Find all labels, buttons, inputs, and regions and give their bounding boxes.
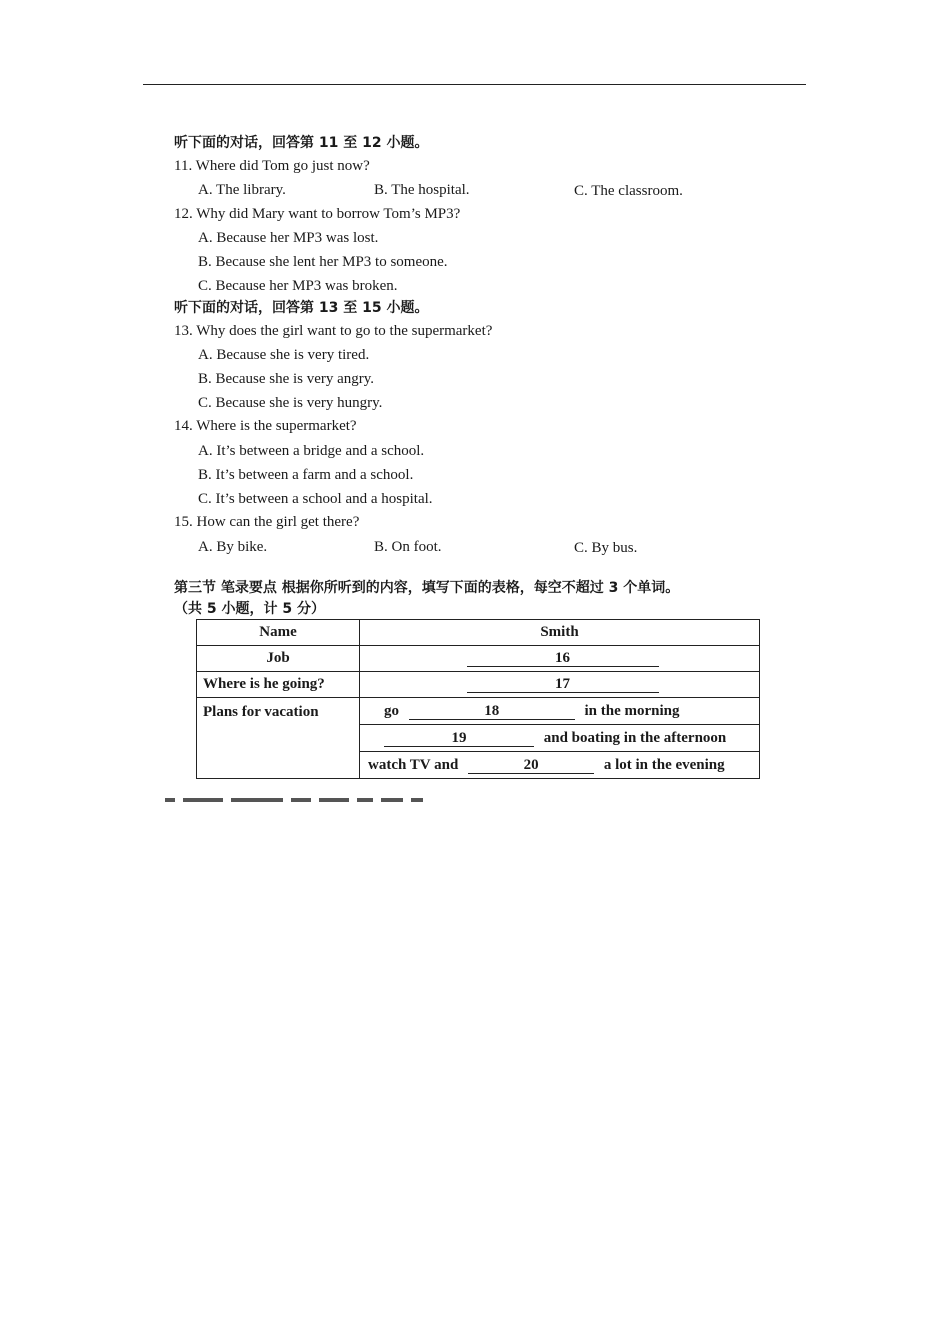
- q11-option-b: B. The hospital.: [374, 182, 470, 198]
- plans-label: Plans for vacation: [197, 698, 360, 779]
- plan-1-pre: go: [384, 702, 399, 719]
- name-value: Smith: [360, 620, 760, 646]
- blank-18[interactable]: 18: [409, 703, 575, 720]
- q11-option-c: C. The classroom.: [574, 183, 683, 199]
- q12-option-a: A. Because her MP3 was lost.: [198, 230, 379, 246]
- going-label: Where is he going?: [197, 672, 360, 698]
- note-taking-table: [196, 619, 760, 779]
- q15-option-c: C. By bus.: [574, 540, 638, 556]
- question-11: 11. Where did Tom go just now?: [174, 158, 370, 174]
- plan-3-cell: [360, 752, 760, 779]
- q13-option-a: A. Because she is very tired.: [198, 347, 370, 363]
- job-label: Job: [197, 646, 360, 672]
- blank-17[interactable]: 17: [467, 676, 659, 693]
- q14-option-c: C. It’s between a school and a hospital.: [198, 491, 433, 507]
- q13-option-c: C. Because she is very hungry.: [198, 395, 383, 411]
- blank-20[interactable]: 20: [468, 757, 594, 774]
- table-row-going: [197, 672, 760, 698]
- question-13: 13. Why does the girl want to go to the supermarket?: [174, 323, 493, 339]
- part3-subtitle: （共 5 小题，计 5 分）: [174, 601, 325, 617]
- section-header-13-15: 听下面的对话，回答第 13 至 15 小题。: [174, 300, 429, 316]
- plan-2-cell: [360, 725, 760, 752]
- q12-option-c: C. Because her MP3 was broken.: [198, 278, 398, 294]
- table-row-plan-1: [197, 698, 760, 725]
- header-rule: [143, 84, 806, 85]
- q11-option-a: A. The library.: [198, 182, 286, 198]
- q14-option-b: B. It’s between a farm and a school.: [198, 467, 414, 483]
- part3-title: 第三节 笔录要点 根据你所听到的内容，填写下面的表格，每空不超过 3 个单词。: [174, 580, 680, 596]
- job-cell: [360, 646, 760, 672]
- plan-3-pre: watch TV and: [368, 756, 459, 773]
- q14-option-a: A. It’s between a bridge and a school.: [198, 443, 425, 459]
- plan-1-cell: [360, 698, 760, 725]
- question-15: 15. How can the girl get there?: [174, 514, 360, 530]
- q15-option-b: B. On foot.: [374, 539, 442, 555]
- table-row-job: [197, 646, 760, 672]
- q13-option-b: B. Because she is very angry.: [198, 371, 375, 387]
- section-header-11-12: 听下面的对话，回答第 11 至 12 小题。: [174, 135, 429, 151]
- question-12: 12. Why did Mary want to borrow Tom’s MP3?: [174, 206, 461, 222]
- going-cell: [360, 672, 760, 698]
- truncated-next-line: [165, 798, 485, 806]
- q15-option-a: A. By bike.: [198, 539, 268, 555]
- plan-3-post: a lot in the evening: [603, 756, 725, 773]
- blank-19[interactable]: 19: [384, 730, 534, 747]
- table-row-name: [197, 620, 760, 646]
- plan-2-post: and boating in the afternoon: [543, 729, 727, 746]
- blank-16[interactable]: 16: [467, 650, 659, 667]
- name-label: Name: [197, 620, 360, 646]
- question-14: 14. Where is the supermarket?: [174, 418, 357, 434]
- plan-1-post: in the morning: [584, 702, 680, 719]
- q12-option-b: B. Because she lent her MP3 to someone.: [198, 254, 448, 270]
